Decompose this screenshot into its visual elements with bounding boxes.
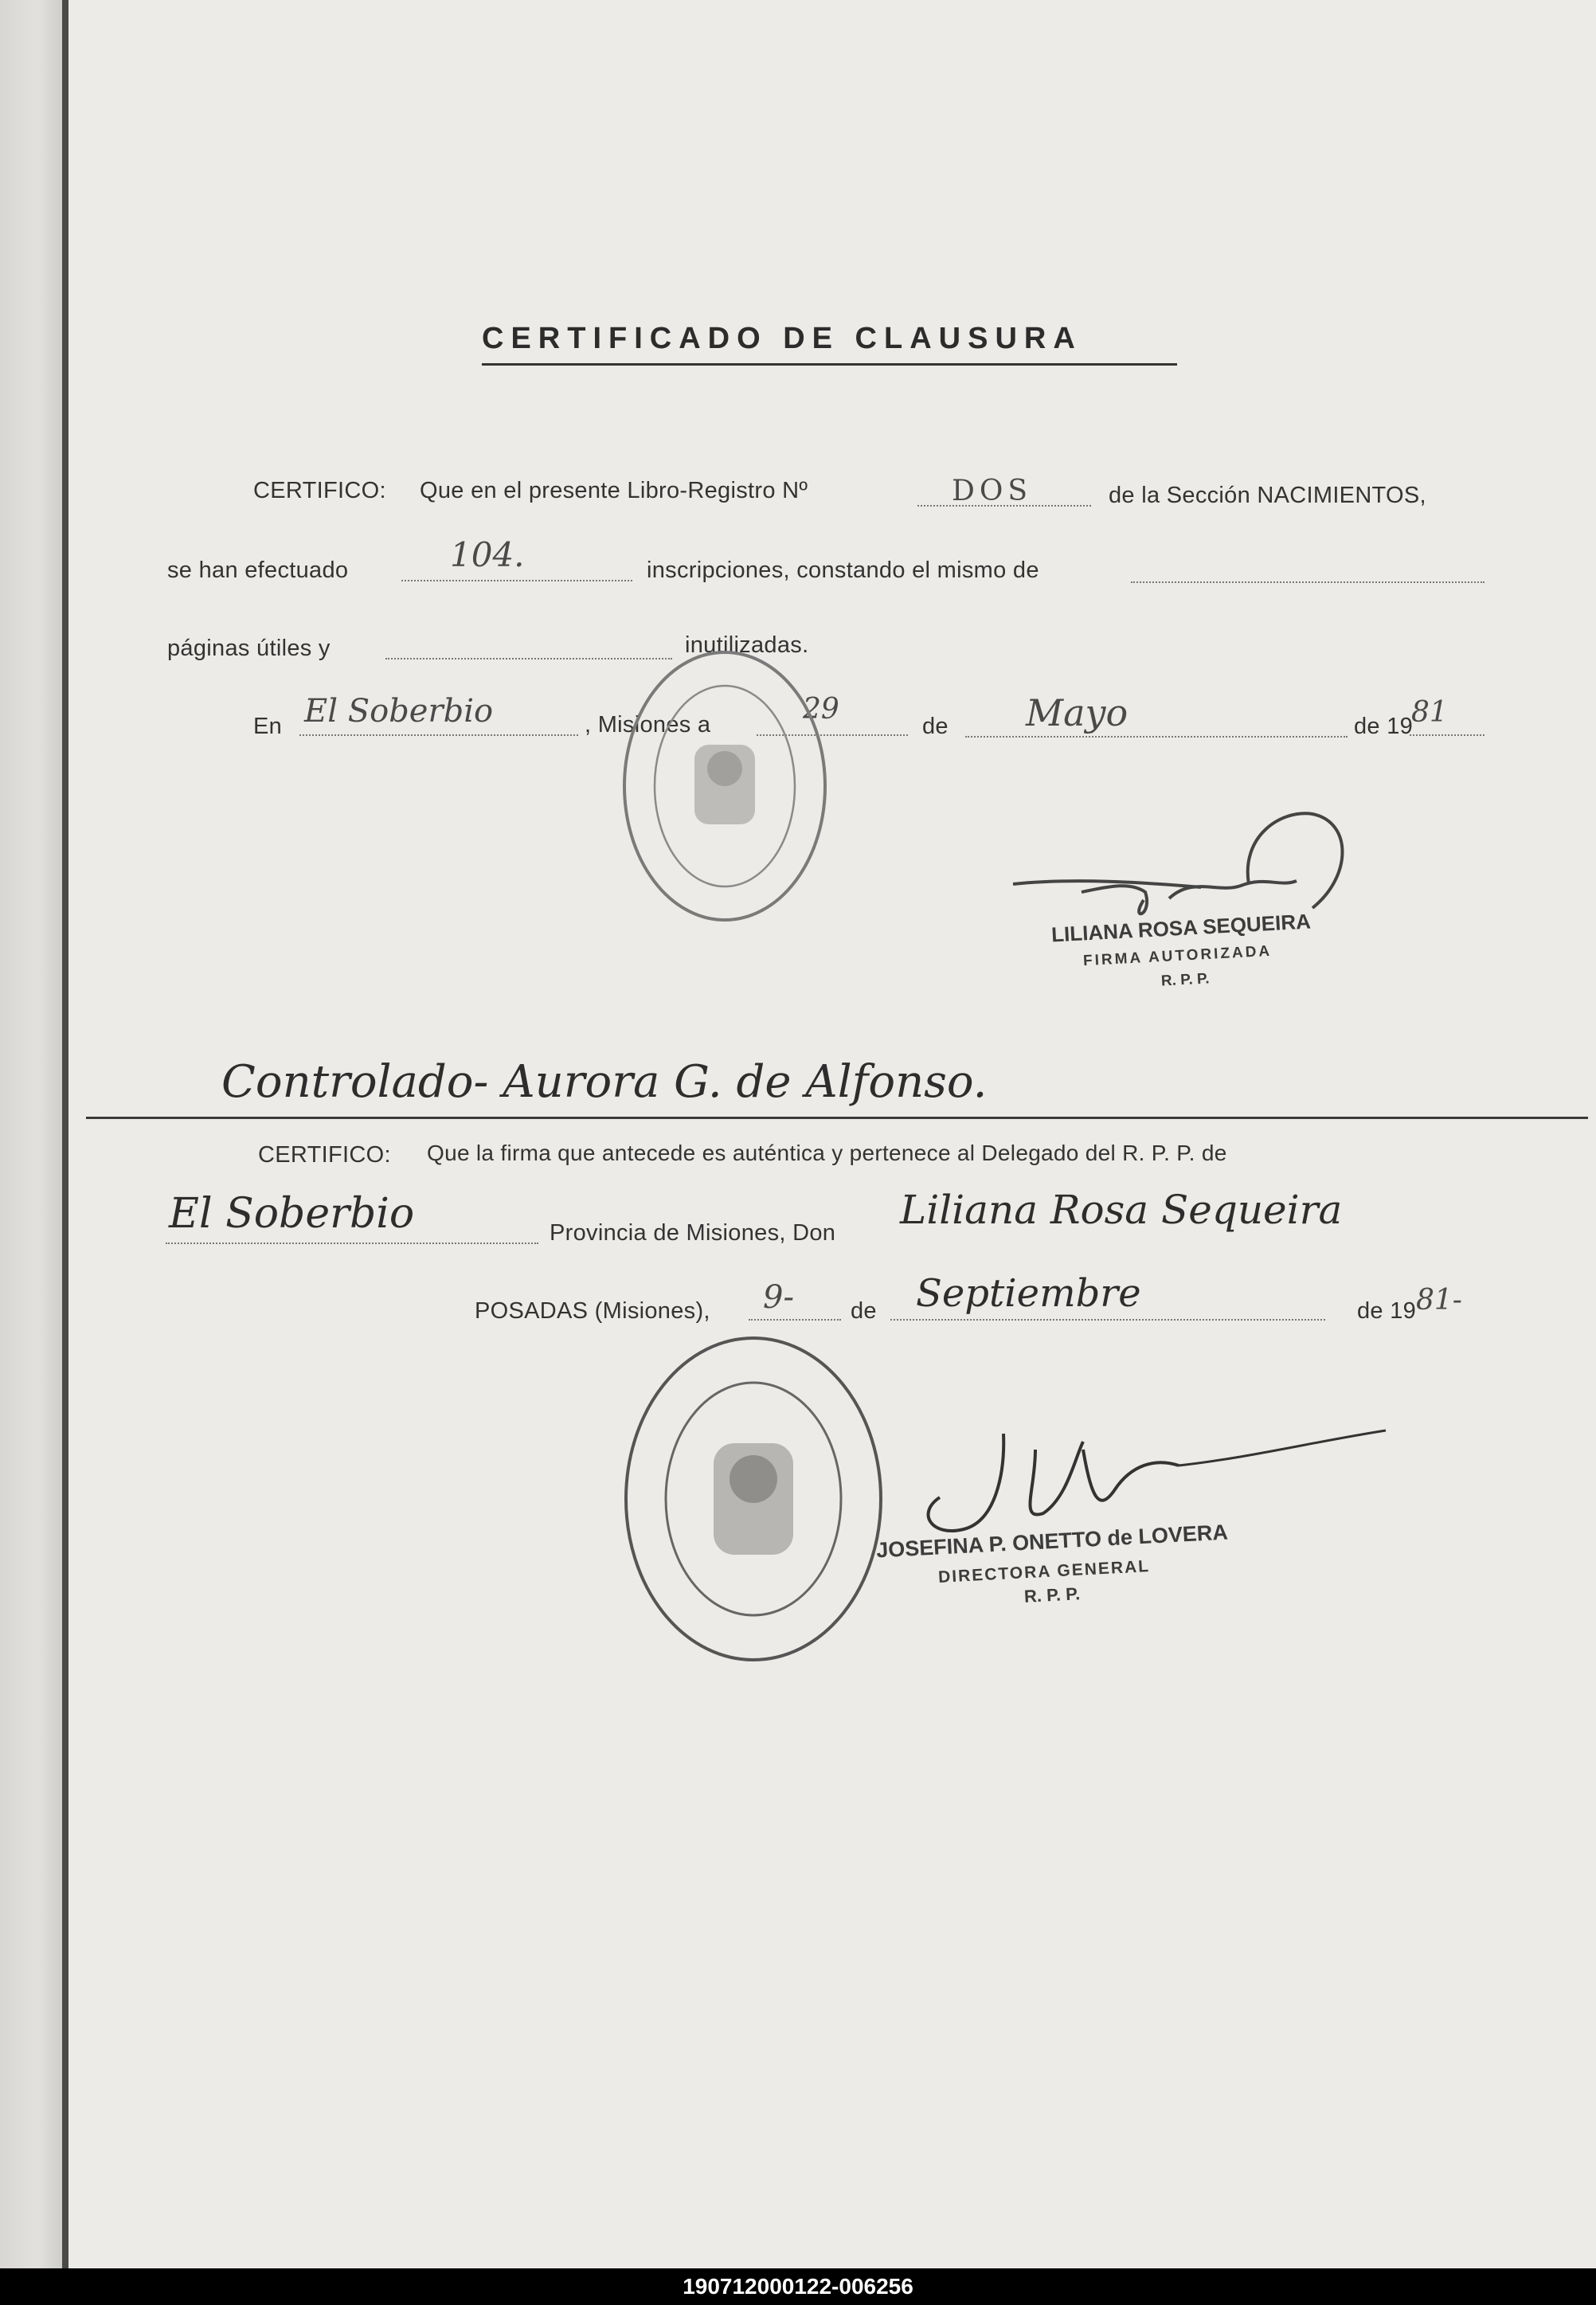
year-label-2: de 19	[1357, 1298, 1417, 1324]
document-id: 190712000122-006256	[683, 2274, 913, 2299]
paginas-utiles-text: páginas útiles y	[167, 636, 331, 661]
misiones-label: , Misiones a	[585, 712, 711, 738]
stamp2-org: R. P. P.	[1023, 1583, 1081, 1606]
libro-numero-handwritten: DOS	[952, 475, 1033, 507]
de-label-2: de	[851, 1298, 877, 1324]
stamp1-name: LILIANA ROSA SEQUEIRA	[1050, 909, 1312, 947]
provincia-label: Provincia de Misiones, Don	[550, 1220, 836, 1246]
stamp2-name: JOSEFINA P. ONETTO de LOVERA	[875, 1520, 1229, 1563]
inutilizadas-text: inutilizadas.	[685, 632, 809, 658]
libro-registro-text: Que en el presente Libro-Registro Nº	[420, 478, 808, 503]
day-handwritten: 29	[803, 693, 839, 726]
controlado-note-handwritten: Controlado- Aurora G. de Alfonso.	[221, 1056, 988, 1108]
delegate-name-handwritten: Liliana Rosa Sequeira	[900, 1187, 1343, 1233]
year-label-1: de 19	[1354, 714, 1414, 739]
firma-autentica-text: Que la firma que antecede es auténtica y pertenece al Delegado del R. P. P. de	[427, 1141, 1227, 1165]
month-line-2	[890, 1319, 1325, 1321]
stamp1-role: FIRMA AUTORIZADA	[1082, 942, 1273, 970]
day-line-2	[749, 1319, 841, 1321]
inscripciones-line	[401, 580, 632, 581]
stamp1-org: R. P. P.	[1160, 970, 1211, 990]
year-handwritten-1: 81	[1411, 696, 1448, 729]
place-handwritten: El Soberbio	[304, 693, 494, 730]
efectuado-text: se han efectuado	[167, 558, 349, 583]
place-line	[299, 734, 578, 736]
year-handwritten-2: 81-	[1416, 1284, 1462, 1317]
month-handwritten-2: Septiembre	[916, 1271, 1141, 1316]
place-line-2	[166, 1243, 538, 1244]
year-line-1	[1410, 734, 1485, 736]
previous-page-edge	[0, 0, 62, 2268]
place-handwritten-2: El Soberbio	[169, 1190, 415, 1238]
posadas-label: POSADAS (Misiones),	[475, 1298, 710, 1324]
section-divider	[86, 1117, 1588, 1119]
registro-seal-icon	[621, 649, 828, 924]
month-line	[965, 736, 1348, 738]
certifico-label-1: CERTIFICO:	[253, 478, 386, 503]
de-label-1: de	[922, 714, 949, 739]
constando-text: inscripciones, constando el mismo de	[647, 558, 1039, 583]
month-handwritten: Mayo	[1026, 691, 1129, 734]
binding-edge	[62, 0, 68, 2268]
day-handwritten-2: 9-	[763, 1279, 794, 1316]
title-underline	[482, 363, 1177, 366]
certifico-label-2: CERTIFICO:	[258, 1142, 391, 1168]
en-label: En	[253, 714, 283, 739]
seccion-nacimientos-text: de la Sección NACIMIENTOS,	[1109, 483, 1426, 508]
direccion-seal-icon	[620, 1332, 887, 1666]
certificate-title: CERTIFICADO DE CLAUSURA	[482, 322, 1082, 355]
stamp2-role: DIRECTORA GENERAL	[937, 1557, 1151, 1587]
paginas-count-line	[1131, 581, 1485, 583]
inscripciones-count-handwritten: 104.	[450, 535, 525, 574]
